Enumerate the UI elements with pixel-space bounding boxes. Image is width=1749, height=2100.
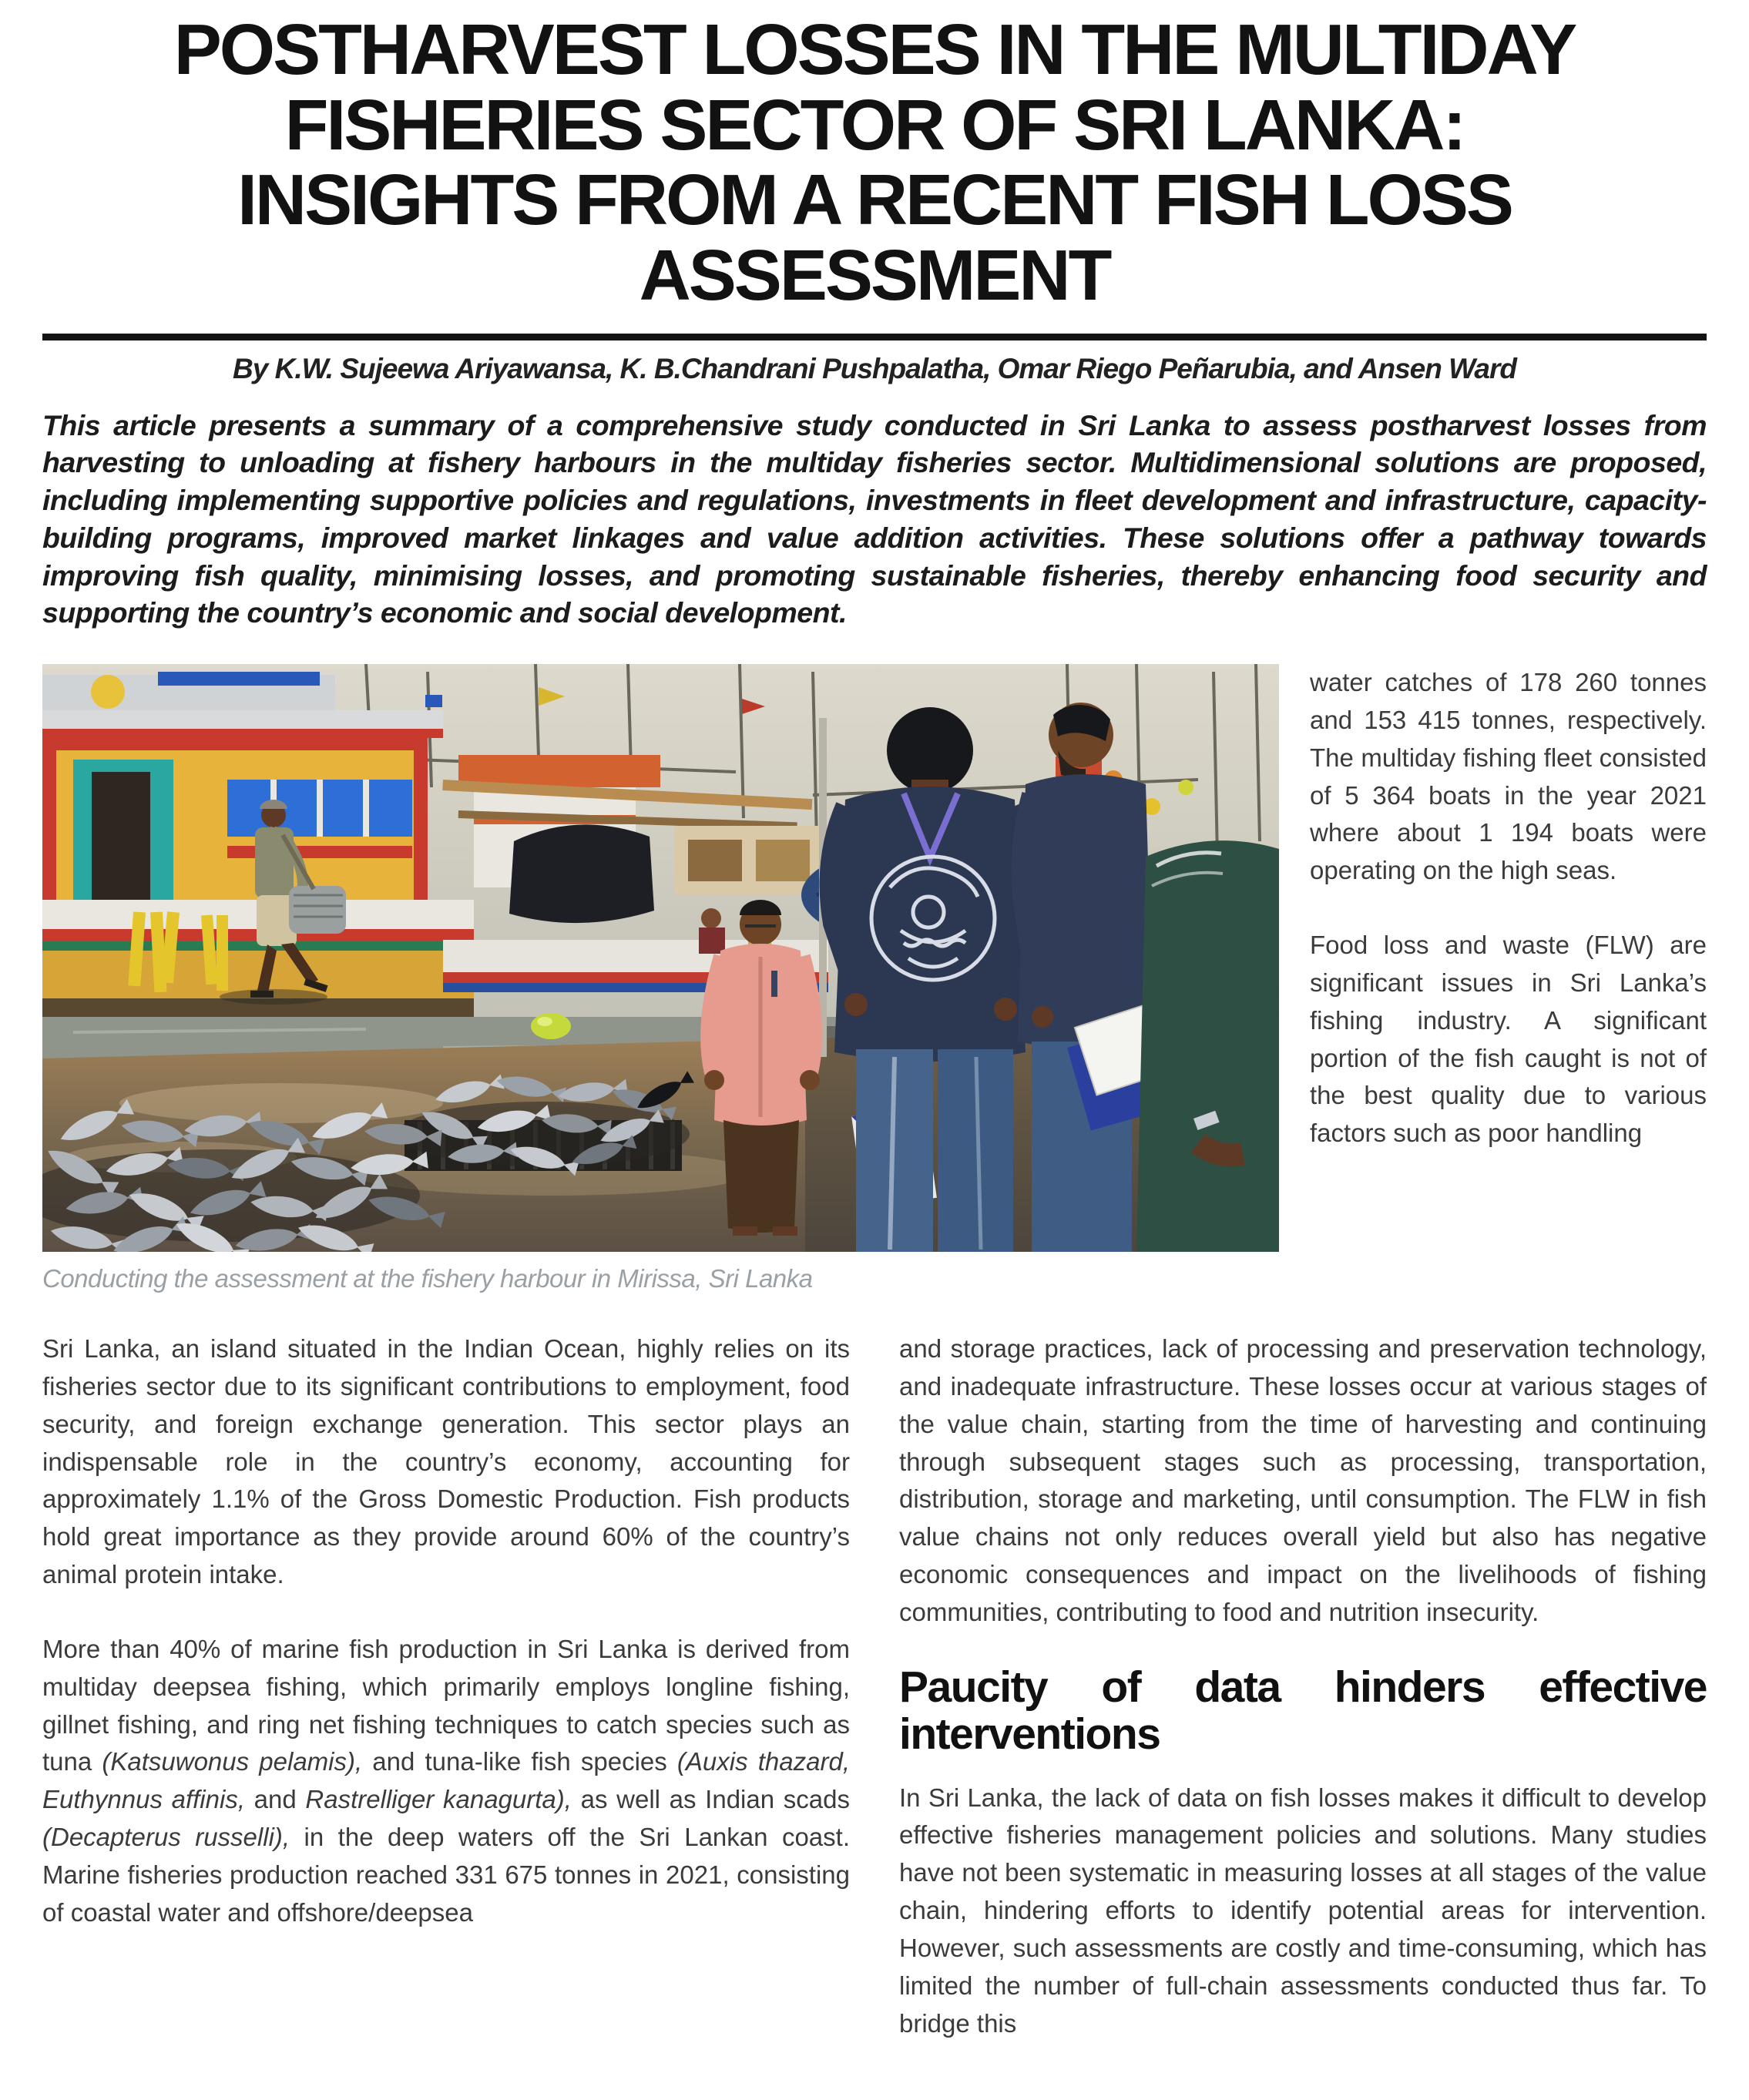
title-line-2: FISHERIES SECTOR OF SRI LANKA:: [284, 84, 1465, 165]
side-paragraph-2: Food loss and waste (FLW) are significant issues in Sri Lanka’s fishing industry. A significant portion of the fish caught is not of the best quality due to various factors such as poor handling: [1310, 931, 1707, 1148]
side-column: [1310, 664, 1707, 1293]
photo-and-side-column: [42, 664, 1707, 1293]
body-columns: [42, 1330, 1707, 2042]
title-divider-rule: [42, 334, 1707, 340]
right-paragraph-continuation: and storage practices, lack of processing and preservation technology, and inadequate infrastructure. These losses occur at various stages of the value chain, starting from the time of harvesting and continuing through subsequent stages such as processing, transportation, distribution, storage and marketing, until consumption. The FLW in fish value chains not only reduces overall yield but also has negative economic consequences and impact on the livelihoods of fishing communities, contributing to food and nutrition insecurity.: [899, 1334, 1707, 1626]
left-paragraph-2: More than 40% of marine fish production in Sri Lanka is derived from multiday deepsea fishing, which primarily employs longline fishing, gillnet fishing, and ring net fishing techniques to catch species such as tuna (Katsuwonus pelamis), and tuna-like fish species (Auxis thazard, Euthynnus affinis, and Rastrelliger kanagurta), as well as Indian scads (Decapterus russelli), in the deep waters off the Sri Lankan coast. Marine fisheries production reached 331 675 tonnes in 2021, consisting of coastal water and offshore/deepsea: [42, 1634, 850, 1927]
section-heading-paucity-of-data: Paucity of data hinders effective interventions: [899, 1662, 1707, 1759]
article-summary: This article presents a summary of a comprehensive study conducted in Sri Lanka to assess postharvest losses from harvesting to unloading at fishery harbours in the multiday fisheries sector. Multidimensional solutions are proposed, including implementing supportive policies and regulations, investments in fleet development and infrastructure, capacity-building programs, improved market linkages and value addition activities. These solutions offer a pathway towards improving fish quality, minimising losses, and promoting sustainable fisheries, thereby enhancing food security and supporting the country’s economic and social development.: [42, 408, 1707, 629]
right-column: [899, 1330, 1707, 2042]
left-paragraph-1: Sri Lanka, an island situated in the Indian Ocean, highly relies on its fisheries sector due to its significant contributions to employment, food security, and foreign exchange generation. This sector plays an indispensable role in the country’s economy, accounting for approximately 1.1% of the Gross Domestic Production. Fish products hold great importance as they provide around 60% of the country’s animal protein intake.: [42, 1334, 850, 1589]
right-paragraph-2: In Sri Lanka, the lack of data on fish losses makes it difficult to develop effective fisheries management policies and solutions. Many studies have not been systematic in measuring losses at all stages of the value chain, hindering efforts to identify potential areas for intervention. However, such assessments are costly and time-consuming, which has limited the number of full-chain assessments conducted thus far. To bridge this: [899, 1783, 1707, 2038]
byline: By K.W. Sujeewa Ariyawansa, K. B.Chandrani Pushpalatha, Omar Riego Peñarubia, and Ansen Ward: [233, 352, 1516, 384]
side-paragraph-1: water catches of 178 260 tonnes and 153 415 tonnes, respectively. The multiday fishing fleet consisted of 5 364 boats in the year 2021 where about 1 194 boats were operating on the high seas.: [1310, 668, 1707, 885]
article-title: [42, 9, 1707, 315]
observer-green-polo: [1136, 840, 1279, 1252]
title-line-4: ASSESSMENT: [639, 234, 1110, 315]
title-line-1: POSTHARVEST LOSSES IN THE MULTIDAY: [173, 9, 1576, 89]
harbour-photo-illustration: [42, 664, 1279, 1252]
left-column: [42, 1330, 850, 2042]
title-line-3: INSIGHTS FROM A RECENT FISH LOSS: [237, 159, 1512, 240]
photo-caption: Conducting the assessment at the fishery harbour in Mirissa, Sri Lanka: [42, 1264, 813, 1293]
harbour-photo: [42, 664, 1279, 1293]
